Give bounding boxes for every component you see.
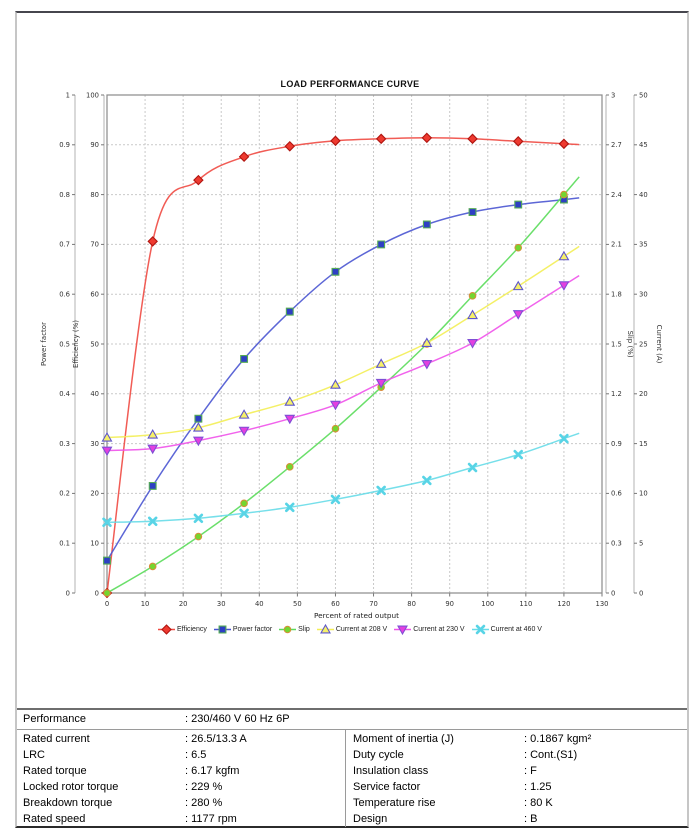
svg-text:0: 0 <box>611 589 616 598</box>
axis-efficiency- <box>72 91 104 597</box>
table-row <box>346 811 687 827</box>
row-value: : 1.25 <box>524 781 552 793</box>
axis-title-efficiency-: Efficiency (%) <box>72 319 80 369</box>
svg-text:40: 40 <box>90 390 99 399</box>
svg-text:0.3: 0.3 <box>59 439 70 448</box>
svg-text:0.9: 0.9 <box>611 439 622 448</box>
table-row <box>346 795 687 811</box>
x-axis <box>105 593 609 620</box>
table-row <box>17 747 345 763</box>
series-power-factor <box>104 196 580 564</box>
current-at-208-v-marker-icon <box>317 624 334 635</box>
legend-item-efficiency <box>158 624 207 635</box>
svg-text:25: 25 <box>639 340 648 349</box>
svg-text:20: 20 <box>90 489 99 498</box>
svg-text:10: 10 <box>639 489 648 498</box>
svg-text:30: 30 <box>216 600 226 608</box>
current-at-460-v-marker-icon <box>472 624 489 635</box>
row-label: Breakdown torque <box>23 797 113 809</box>
svg-text:50: 50 <box>293 600 302 608</box>
table-right-column <box>345 730 687 827</box>
series-current-at-460-v <box>104 433 580 525</box>
series-slip <box>104 177 580 596</box>
svg-text:0.1: 0.1 <box>59 539 70 548</box>
gridlines <box>107 95 602 593</box>
svg-text:90: 90 <box>90 141 99 150</box>
svg-text:110: 110 <box>519 600 533 608</box>
svg-text:10: 10 <box>140 600 150 608</box>
svg-text:50: 50 <box>639 91 648 100</box>
row-value: : Cont.(S1) <box>524 749 578 761</box>
legend-label: Slip <box>298 626 310 633</box>
axis-power-factor <box>40 91 75 597</box>
legend-item-slip <box>279 624 310 635</box>
svg-text:45: 45 <box>639 141 648 150</box>
efficiency-marker-icon <box>158 624 175 635</box>
svg-text:0: 0 <box>104 600 110 608</box>
svg-text:60: 60 <box>331 600 340 608</box>
table-row <box>17 779 345 795</box>
row-label: Moment of inertia (J) <box>353 733 454 745</box>
svg-text:100: 100 <box>86 91 99 100</box>
series-current-at-230-v <box>103 276 580 455</box>
svg-text:0.4: 0.4 <box>59 390 70 399</box>
svg-text:1: 1 <box>65 91 70 100</box>
svg-text:130: 130 <box>595 600 609 608</box>
row-value: : 0.1867 kgm² <box>524 733 592 745</box>
row-value: : 80 K <box>524 797 553 809</box>
svg-text:15: 15 <box>639 439 648 448</box>
axis-slip- <box>606 91 634 597</box>
row-value: : 1177 rpm <box>185 813 237 825</box>
legend-item-current-at-208-v <box>317 624 387 635</box>
legend-label: Power factor <box>232 626 273 633</box>
svg-text:60: 60 <box>90 290 99 299</box>
svg-text:0: 0 <box>65 589 70 598</box>
axis-title-slip-: Slip (%) <box>626 330 634 358</box>
slip-marker-icon <box>279 624 296 635</box>
svg-text:80: 80 <box>90 190 99 199</box>
legend-label: Current at 460 V <box>490 626 542 633</box>
svg-text:30: 30 <box>639 290 648 299</box>
row-value: : 26.5/13.3 A <box>185 733 247 745</box>
svg-text:1.5: 1.5 <box>611 340 622 349</box>
svg-text:120: 120 <box>557 600 571 608</box>
svg-text:2.4: 2.4 <box>611 190 622 199</box>
table-row <box>346 779 687 795</box>
row-label: Rated current <box>23 733 90 745</box>
series-efficiency <box>103 133 580 597</box>
svg-text:5: 5 <box>639 539 644 548</box>
chart-title: LOAD PERFORMANCE CURVE <box>280 79 420 89</box>
row-value: : 229 % <box>185 781 223 793</box>
svg-text:20: 20 <box>639 390 648 399</box>
svg-text:10: 10 <box>90 539 99 548</box>
row-value: : F <box>524 765 537 777</box>
svg-text:0.8: 0.8 <box>59 190 70 199</box>
row-value: : 280 % <box>185 797 223 809</box>
svg-text:0.3: 0.3 <box>611 539 622 548</box>
svg-text:1.8: 1.8 <box>611 290 622 299</box>
svg-text:35: 35 <box>639 240 648 249</box>
axis-title-power-factor: Power factor <box>40 322 48 366</box>
current-at-230-v-marker-icon <box>394 624 411 635</box>
svg-text:40: 40 <box>254 600 264 608</box>
svg-text:0: 0 <box>639 589 644 598</box>
svg-text:0.7: 0.7 <box>59 240 70 249</box>
svg-text:80: 80 <box>407 600 416 608</box>
svg-text:0.9: 0.9 <box>59 141 70 150</box>
chart-legend <box>0 624 700 635</box>
row-label: Service factor <box>353 781 421 793</box>
svg-text:30: 30 <box>90 439 99 448</box>
table-row <box>346 763 687 779</box>
power-factor-marker-icon <box>214 624 231 635</box>
svg-text:2.1: 2.1 <box>611 240 622 249</box>
performance-row <box>17 710 687 730</box>
legend-label: Current at 230 V <box>413 626 465 633</box>
svg-text:70: 70 <box>369 600 378 608</box>
row-label: LRC <box>23 749 46 761</box>
row-label: Locked rotor torque <box>23 781 119 793</box>
table-row <box>17 763 345 779</box>
row-label: Rated speed <box>23 813 86 825</box>
row-label: Design <box>353 813 388 825</box>
svg-text:0.5: 0.5 <box>59 340 70 349</box>
axis-title-current-a-: Current (A) <box>655 324 663 364</box>
svg-text:0.6: 0.6 <box>611 489 622 498</box>
legend-item-current-at-460-v <box>472 624 542 635</box>
svg-text:70: 70 <box>90 240 99 249</box>
row-label: Temperature rise <box>353 797 436 809</box>
table-row <box>17 731 345 747</box>
svg-text:1.2: 1.2 <box>611 390 622 399</box>
row-value: : B <box>524 813 538 825</box>
legend-item-current-at-230-v <box>394 624 464 635</box>
legend-item-power-factor <box>214 624 272 635</box>
svg-text:20: 20 <box>178 600 188 608</box>
svg-text:0.6: 0.6 <box>59 290 70 299</box>
table-left-column <box>17 730 345 827</box>
svg-text:2.7: 2.7 <box>611 141 622 150</box>
table-row <box>346 731 687 747</box>
table-body <box>17 730 687 827</box>
row-value: : 6.17 kgfm <box>185 765 240 777</box>
performance-label: Performance <box>23 713 86 725</box>
performance-value: : 230/460 V 60 Hz 6P <box>185 713 290 725</box>
svg-text:3: 3 <box>611 91 616 100</box>
row-label: Insulation class <box>353 765 429 777</box>
axis-current-a- <box>634 91 663 597</box>
row-label: Rated torque <box>23 765 87 777</box>
row-value: : 6.5 <box>185 749 207 761</box>
svg-text:40: 40 <box>639 190 648 199</box>
performance-table <box>17 708 687 827</box>
svg-text:50: 50 <box>90 340 99 349</box>
table-row <box>346 747 687 763</box>
svg-text:0.2: 0.2 <box>59 489 70 498</box>
svg-text:100: 100 <box>481 600 495 608</box>
legend-label: Efficiency <box>177 626 207 633</box>
row-label: Duty cycle <box>353 749 404 761</box>
legend-label: Current at 208 V <box>335 626 388 633</box>
table-row <box>17 811 345 827</box>
svg-text:0: 0 <box>94 589 99 598</box>
x-axis-title: Percent of rated output <box>314 611 399 620</box>
table-row <box>17 795 345 811</box>
svg-text:90: 90 <box>445 600 455 608</box>
